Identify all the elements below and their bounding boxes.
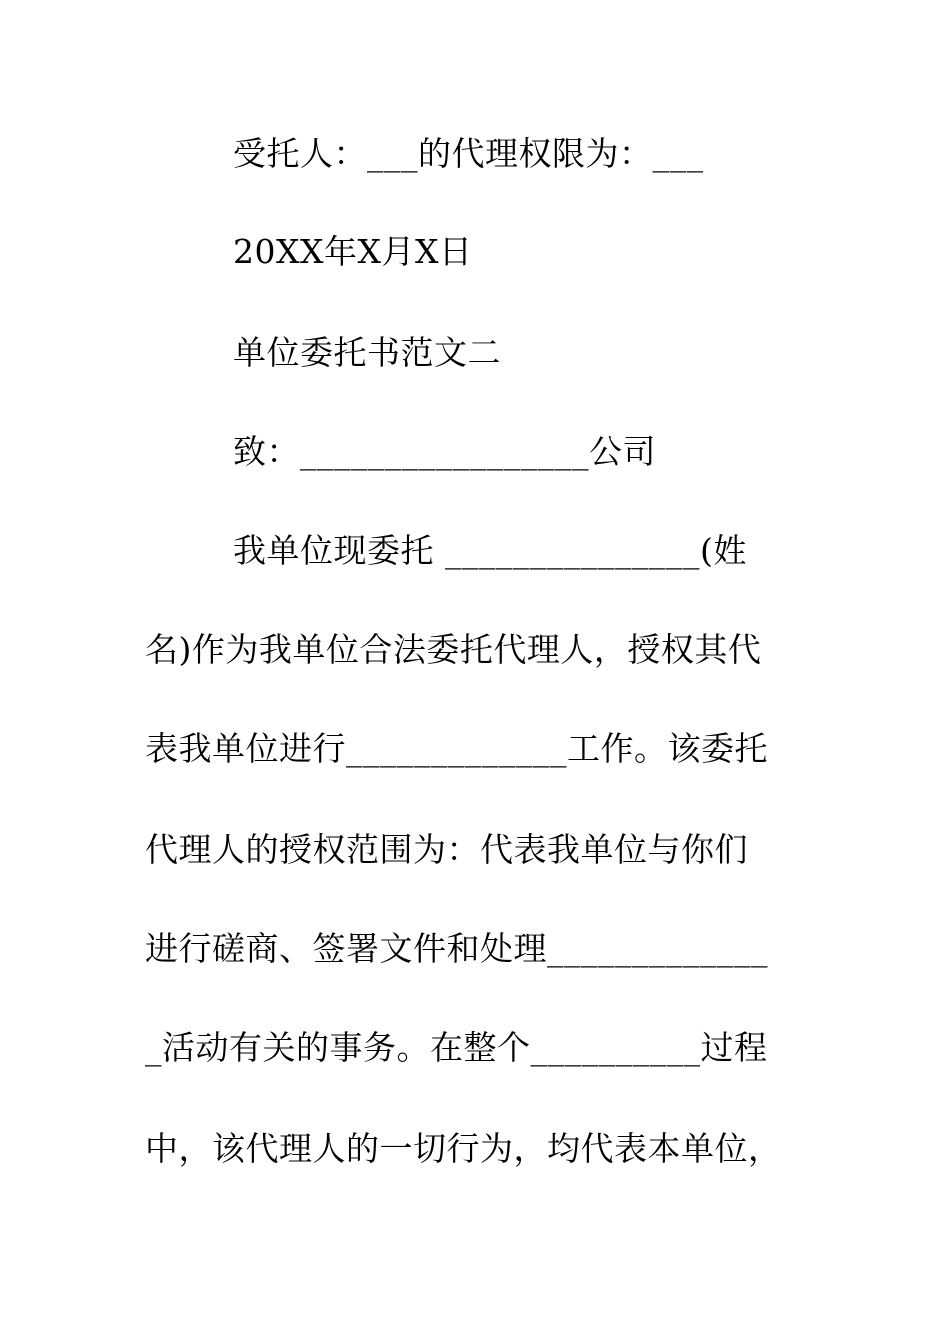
date-line: 20XX年X月X日	[233, 232, 473, 271]
paragraph-line: 进行磋商、签署文件和处理_____________	[145, 929, 768, 968]
paragraph-line: 名)作为我单位合法委托代理人，授权其代	[145, 630, 762, 669]
paragraph-line: 代理人的授权范围为：代表我单位与你们	[145, 830, 748, 869]
paragraph-line: 表我单位进行_____________工作。该委托	[145, 729, 768, 768]
paragraph-line: 中，该代理人的一切行为，均代表本单位，	[145, 1129, 782, 1168]
paragraph-line: 受托人：___的代理权限为：___	[233, 134, 704, 173]
paragraph-line: 我单位现委托 _______________(姓	[233, 531, 747, 570]
section-title: 单位委托书范文二	[233, 333, 501, 372]
addressee-line: 致：_________________公司	[233, 432, 656, 471]
paragraph-line: _活动有关的事务。在整个__________过程	[145, 1028, 768, 1067]
